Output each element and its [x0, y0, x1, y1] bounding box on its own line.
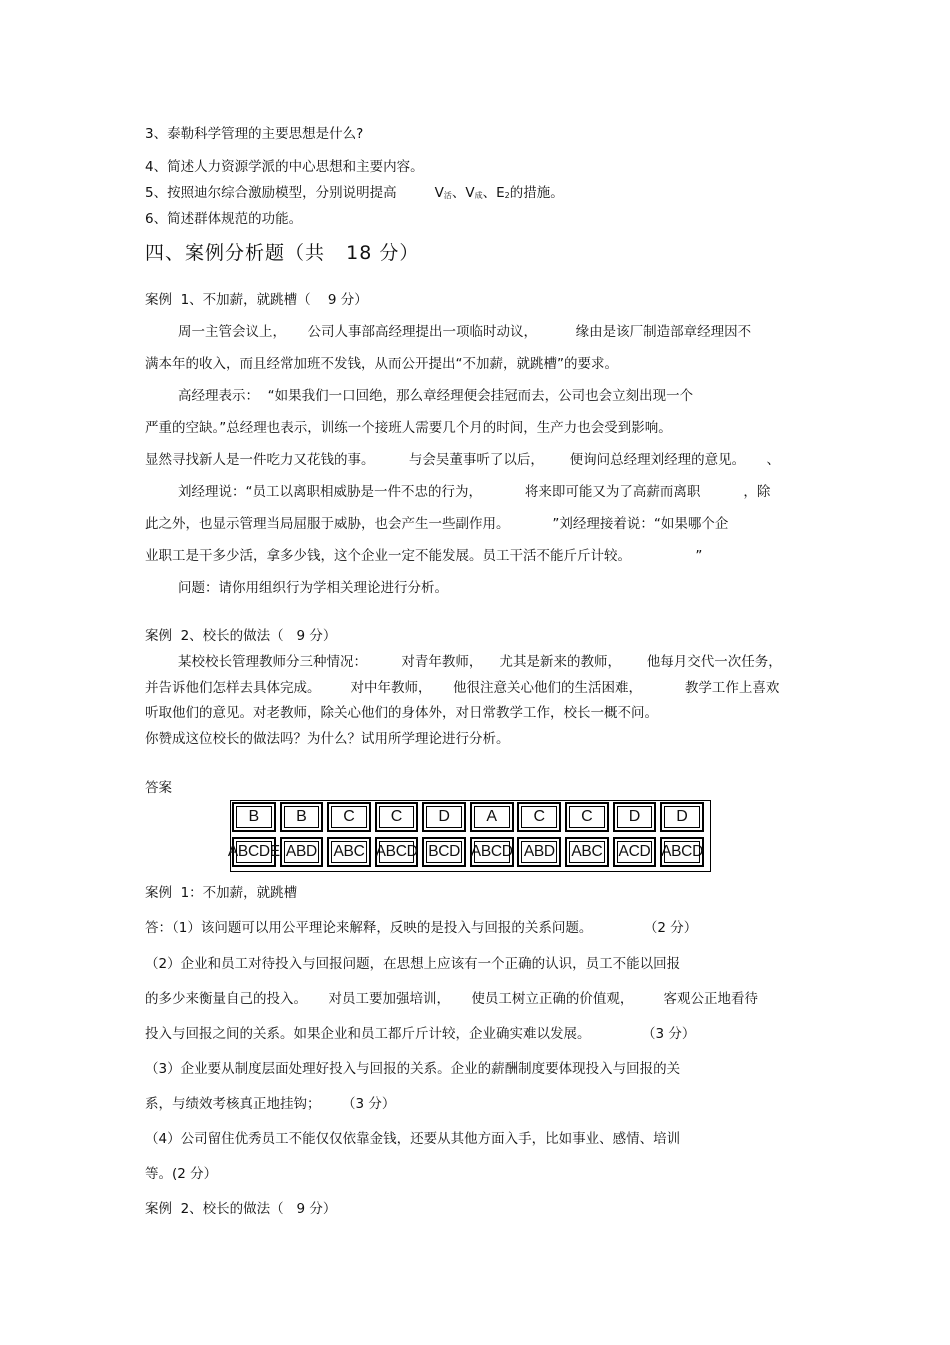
case-2-title: 案例 2、校长的做法（ 9 分） — [145, 628, 337, 644]
answer-cell: ABD — [280, 837, 324, 867]
e-symbol: E — [496, 185, 505, 201]
case-1-line: 刘经理说：“员工以离职相威胁是一件不忠的行为， 将来即可能又为了高薪而离职 ，除 — [178, 484, 771, 500]
e-subscript: 2 — [504, 191, 510, 200]
case-1-line: 周一主管会议上， 公司人事部高经理提出一项临时动议， 缘由是该厂制造部章经理因不 — [178, 324, 752, 340]
answer-cell: ACD — [613, 837, 657, 867]
answer-cell: ABD — [517, 837, 561, 867]
answer-case-1-title: 案例 1：不加薪，就跳槽 — [145, 885, 298, 901]
case-1-title: 案例 1、不加薪，就跳槽（ 9 分） — [145, 292, 368, 308]
case-1-line: 严重的空缺。”总经理也表示，训练一个接班人需要几个月的时间，生产力也会受到影响。 — [145, 420, 672, 436]
sep-2: 、 — [482, 185, 497, 201]
question-4: 4、简述人力资源学派的中心思想和主要内容。 — [145, 159, 424, 175]
answer-cell: BCD — [422, 837, 466, 867]
answer-cell: ABCD — [470, 837, 514, 867]
answer-cell: C — [565, 802, 609, 832]
answer-case-1-line: （2）企业和员工对待投入与回报问题，在思想上应该有一个正确的认识，员工不能以回报 — [145, 956, 681, 972]
v1-subscript: 活 — [443, 191, 452, 200]
answer-cell: A — [470, 802, 514, 832]
question-5 — [145, 183, 564, 205]
answer-case-1-line: 投入与回报之间的关系。如果企业和员工都斤斤计较，企业确实难以发展。 （3 分） — [145, 1026, 696, 1042]
answer-cell: ABCD — [375, 837, 419, 867]
question-3: 3、泰勒科学管理的主要思想是什么? — [145, 126, 364, 142]
question-5-suffix: 的措施。 — [509, 185, 564, 201]
answer-cell: D — [613, 802, 657, 832]
answer-case-1-line: 等。(2 分） — [145, 1166, 218, 1182]
section-4-title: 四、案例分析题（共 18 分） — [145, 242, 420, 264]
answer-row-multiple — [227, 837, 704, 867]
answer-cell: D — [422, 802, 466, 832]
answer-row-single — [232, 802, 704, 832]
question-5-prefix: 5、按照迪尔综合激励模型，分别说明提高 — [145, 185, 397, 201]
answer-cell: D — [660, 802, 704, 832]
case-2-line: 听取他们的意见。对老教师，除关心他们的身体外，对日常教学工作，校长一概不问。 — [145, 705, 658, 721]
v2-symbol: V — [465, 185, 475, 201]
answer-case-1-line: （3）企业要从制度层面处理好投入与回报的关系。企业的薪酬制度要体现投入与回报的关 — [145, 1061, 681, 1077]
question-6: 6、简述群体规范的功能。 — [145, 211, 303, 227]
case-2-line: 并告诉他们怎样去具体完成。 对中年教师， 他很注意关心他们的生活困难， 教学工作上喜欢 — [145, 680, 780, 696]
answers-label: 答案 — [145, 780, 172, 796]
answer-case-2-title: 案例 2、校长的做法（ 9 分） — [145, 1201, 337, 1217]
answer-cell: B — [232, 802, 276, 832]
sep-1: 、 — [451, 185, 466, 201]
case-1-line: 高经理表示： “如果我们一口回绝，那么章经理便会挂冠而去，公司也会立刻出现一个 — [178, 388, 694, 404]
answer-case-1-line: （4）公司留住优秀员工不能仅仅依靠金钱，还要从其他方面入手，比如事业、感情、培训 — [145, 1131, 681, 1147]
case-2-question: 你赞成这位校长的做法吗？为什么？试用所学理论进行分析。 — [145, 731, 510, 747]
answer-cell: ABC — [327, 837, 371, 867]
answer-cell: C — [517, 802, 561, 832]
case-1-line: 满本年的收入，而且经常加班不发钱，从而公开提出“不加薪，就跳槽”的要求。 — [145, 356, 618, 372]
answer-cell: B — [280, 802, 324, 832]
case-1-question: 问题：请你用组织行为学相关理论进行分析。 — [178, 580, 448, 596]
answer-case-1-line: 系，与绩效考核真正地挂钩； （3 分） — [145, 1096, 396, 1112]
case-2-line: 某校校长管理教师分三种情况： 对青年教师， 尤其是新来的教师， 他每月交代一次任务， — [178, 654, 782, 670]
answer-case-1-line: 答：（1）该问题可以用公平理论来解释，反映的是投入与回报的关系问题。 （2 分） — [145, 920, 698, 936]
answer-cell: ABC — [565, 837, 609, 867]
answer-cell: ABCDE — [232, 837, 276, 867]
v2-subscript: 成 — [474, 191, 483, 200]
v1-symbol: V — [434, 185, 444, 201]
case-1-line: 业职工是干多少活，拿多少钱，这个企业一定不能发展。员工干活不能斤斤计较。 ” — [145, 548, 703, 564]
answer-table — [227, 800, 711, 872]
case-1-line: 此之外，也显示管理当局屈服于威胁，也会产生一些副作用。 ”刘经理接着说：“如果哪个企 — [145, 516, 729, 532]
answer-cell: C — [375, 802, 419, 832]
answer-case-1-line: 的多少来衡量自己的投入。 对员工要加强培训， 使员工树立正确的价值观， 客观公正地看待 — [145, 991, 758, 1007]
answer-cell: ABCD — [660, 837, 704, 867]
answer-cell: C — [327, 802, 371, 832]
case-1-line: 显然寻找新人是一件吃力又花钱的事。 与会吴董事听了以后， 便询问总经理刘经理的意见。 、 — [145, 452, 781, 468]
